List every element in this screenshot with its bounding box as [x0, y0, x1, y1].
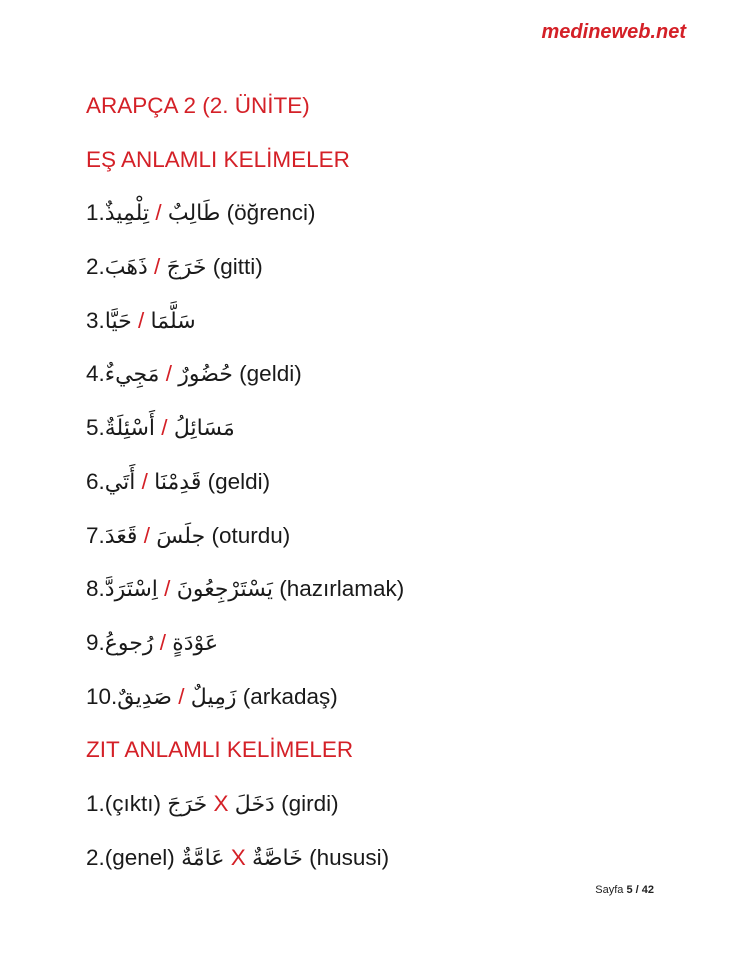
item-number: 7.	[86, 522, 105, 548]
synonym-row	[86, 571, 706, 625]
arabic-word: رُجوعُ	[104, 630, 154, 656]
item-number: 1.	[86, 790, 105, 816]
item-number: 4.	[86, 361, 105, 387]
footer-total-pages: 42	[641, 884, 654, 896]
item-number: 5.	[86, 415, 105, 441]
synonym-row	[86, 356, 706, 410]
footer-separator: /	[635, 884, 639, 896]
synonym-row	[86, 679, 706, 733]
synonym-row	[86, 518, 706, 572]
separator-slash: /	[143, 522, 150, 548]
arabic-word: خَرَجَ	[167, 791, 208, 817]
item-number: 6.	[86, 468, 105, 494]
antonym-row	[86, 786, 706, 840]
separator-slash: /	[141, 468, 148, 494]
synonym-row	[86, 625, 706, 679]
separator-slash: /	[165, 361, 172, 387]
turkish-meaning: (oturdu)	[211, 522, 291, 548]
separator-x: X	[213, 790, 229, 816]
synonym-row	[86, 195, 706, 249]
arabic-word: خَاصَّةٌ	[252, 845, 303, 871]
separator-slash: /	[164, 576, 171, 602]
item-number: 1.	[86, 200, 105, 226]
turkish-meaning: (çıktı)	[104, 790, 162, 816]
antonyms-list	[86, 786, 706, 893]
arabic-word: طَالِبٌ	[167, 201, 221, 227]
arabic-word: صَدِيقٌ	[117, 684, 172, 710]
separator-slash: /	[155, 200, 162, 226]
turkish-meaning: (geldi)	[207, 468, 271, 494]
item-number: 2.	[86, 254, 105, 280]
arabic-word: خَرَجَ	[166, 255, 207, 281]
arabic-word: حَيَّا	[104, 308, 132, 334]
footer-page-number: 5	[626, 884, 633, 896]
item-number: 10.	[86, 683, 118, 709]
arabic-word: مَسَائِلُ	[173, 416, 235, 442]
arabic-word: عَامَّةٌ	[181, 845, 225, 871]
arabic-word: عَوْدَةٍ	[172, 630, 219, 656]
arabic-word: زَمِيلٌ	[190, 684, 237, 710]
page-footer	[595, 884, 654, 896]
turkish-meaning: (arkadaş)	[242, 683, 338, 709]
synonym-row	[86, 303, 706, 357]
document-title: ARAPÇA 2 (2. ÜNİTE)	[86, 93, 310, 118]
arabic-word: أَتَي	[104, 469, 136, 495]
arabic-word: أَسْئِلَةٌ	[104, 416, 156, 442]
turkish-meaning: (genel)	[104, 844, 175, 870]
item-number: 8.	[86, 576, 105, 602]
synonym-row	[86, 249, 706, 303]
antonyms-heading: ZIT ANLAMLI KELİMELER	[86, 737, 354, 763]
arabic-word: يَسْتَرْجِعُونَ	[176, 577, 273, 603]
arabic-word: حُضُورٌ	[178, 362, 233, 388]
synonym-row	[86, 410, 706, 464]
separator-slash: /	[137, 307, 145, 333]
separator-x: X	[230, 844, 246, 870]
arabic-word: ذَهَبَ	[104, 255, 148, 281]
arabic-word: قَعَدَ	[104, 523, 138, 549]
footer-label: Sayfa	[595, 884, 624, 896]
item-number: 2.	[86, 844, 105, 870]
item-number: 9.	[86, 629, 105, 655]
turkish-meaning: (girdi)	[281, 790, 339, 816]
separator-slash: /	[154, 254, 161, 280]
separator-slash: /	[161, 415, 168, 441]
page-content	[86, 88, 706, 893]
arabic-word: اِسْتَرَدَّ	[104, 577, 158, 603]
turkish-meaning: (hususi)	[309, 844, 390, 870]
arabic-word: جلَسَ	[156, 523, 206, 549]
synonyms-list	[86, 195, 706, 732]
item-number: 3.	[86, 307, 105, 333]
turkish-meaning: (öğrenci)	[226, 200, 316, 226]
site-name: medineweb.net	[541, 21, 686, 43]
arabic-word: قَدِمْنَا	[154, 469, 202, 495]
synonyms-heading: EŞ ANLAMLI KELİMELER	[86, 146, 350, 172]
turkish-meaning: (gitti)	[212, 254, 263, 280]
separator-slash: /	[178, 683, 185, 709]
separator-slash: /	[159, 629, 167, 655]
arabic-word: دَخَلَ	[234, 791, 275, 817]
synonym-row	[86, 464, 706, 518]
arabic-word: سَلَّمَا	[150, 308, 196, 334]
turkish-meaning: (hazırlamak)	[279, 576, 405, 602]
arabic-word: تِلْمِيذٌ	[104, 201, 150, 227]
turkish-meaning: (geldi)	[239, 361, 302, 387]
arabic-word: مَجِيءٌ	[104, 362, 160, 388]
